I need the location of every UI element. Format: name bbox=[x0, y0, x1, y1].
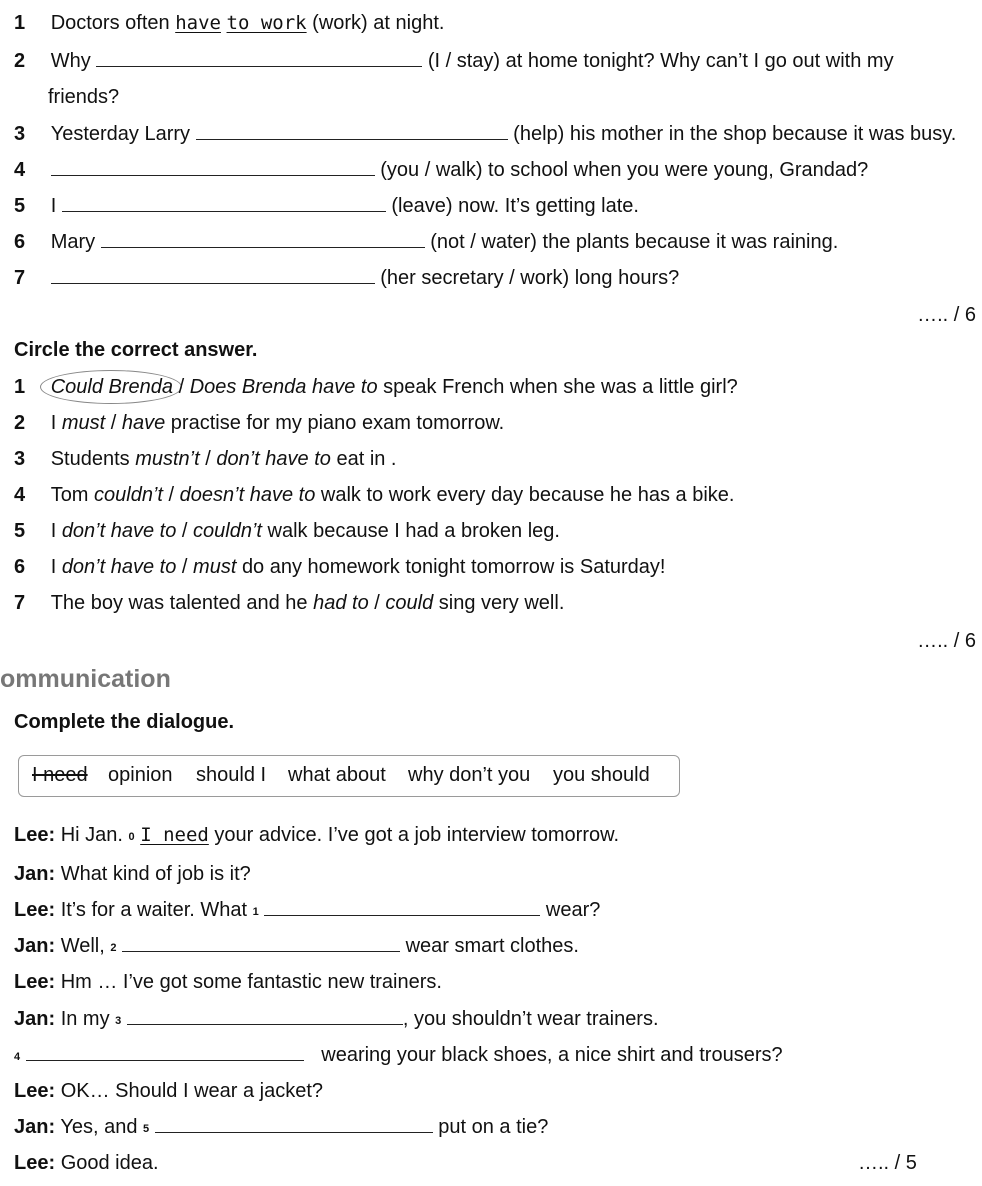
option-2[interactable]: could bbox=[385, 592, 434, 614]
speaker: Jan: bbox=[14, 935, 56, 957]
option-2[interactable]: doesn’t have to bbox=[179, 484, 316, 506]
exercise3-title: Complete the dialogue. bbox=[14, 711, 235, 733]
exercise1-item-2-continued: friends? bbox=[48, 86, 120, 108]
answer-blank[interactable] bbox=[101, 231, 425, 248]
option-2[interactable]: must bbox=[193, 556, 237, 578]
option-2[interactable]: have bbox=[121, 412, 166, 434]
exercise2-item-1: 1 Could Brenda / Does Brenda have to speak French when she was a little girl? bbox=[14, 376, 738, 398]
dialogue-line-0: Lee: Hi Jan. $^0$ I need your advice. I’ve got a job interview tomorrow. bbox=[14, 824, 620, 846]
exercise2-score: ….. / 6 bbox=[917, 630, 976, 652]
answer-blank[interactable] bbox=[122, 935, 400, 952]
exercise1-item-2: 2 Why (I / stay) at home tonight? Why can’t I go out with my bbox=[14, 50, 894, 72]
answer-blank[interactable] bbox=[196, 123, 508, 140]
exercise3-score: ….. / 5 bbox=[858, 1152, 917, 1174]
speaker: Jan: bbox=[14, 863, 56, 885]
exercise1-item-5: 5 I (leave) now. It’s getting late. bbox=[14, 195, 639, 217]
dialogue-line-9: Lee: Good idea. bbox=[14, 1152, 159, 1174]
speaker: Lee: bbox=[14, 899, 56, 921]
exercise2-item-2: 2 I must / have practise for my piano exam tomorrow. bbox=[14, 412, 505, 434]
answer-blank[interactable] bbox=[264, 899, 540, 916]
answer-blank[interactable] bbox=[26, 1044, 304, 1061]
option-1[interactable]: Could Brenda bbox=[50, 376, 173, 398]
answer-handwritten: to work bbox=[226, 12, 307, 34]
speaker: Lee: bbox=[14, 1080, 56, 1102]
exercise2-item-7: 7 The boy was talented and he had to / could sing very well. bbox=[14, 592, 565, 614]
option-1[interactable]: had to bbox=[313, 592, 369, 614]
option-1[interactable]: mustn’t bbox=[135, 448, 200, 470]
option-1[interactable]: couldn’t bbox=[94, 484, 163, 506]
exercise1-item-4: 4 (you / walk) to school when you were young, Grandad? bbox=[14, 159, 869, 181]
exercise2-item-4: 4 Tom couldn’t / doesn’t have to walk to work every day because he has a bike. bbox=[14, 484, 735, 506]
dialogue-line-8: Jan: Yes, and $^5$ put on a tie? bbox=[14, 1116, 549, 1138]
exercise1-item-7: 7 (her secretary / work) long hours? bbox=[14, 267, 680, 289]
word-box-item: should I bbox=[196, 764, 267, 786]
word-box-item: what about bbox=[288, 764, 386, 786]
dialogue-line-4: Lee: Hm … I’ve got some fantastic new trainers. bbox=[14, 971, 442, 993]
word-box-item: I need bbox=[32, 764, 88, 786]
option-1[interactable]: must bbox=[61, 412, 106, 434]
word-box-item: you should bbox=[553, 764, 650, 786]
exercise2-item-5: 5 I don’t have to / couldn’t walk because I had a broken leg. bbox=[14, 520, 560, 542]
option-2[interactable]: don’t have to bbox=[216, 448, 331, 470]
answer-blank[interactable] bbox=[62, 195, 386, 212]
dialogue-line-3: Jan: Well, $^2$ wear smart clothes. bbox=[14, 935, 579, 957]
answer-handwritten: I need bbox=[140, 824, 209, 846]
speaker: Lee: bbox=[14, 971, 56, 993]
word-box-item: why don’t you bbox=[408, 764, 531, 786]
answer-blank[interactable] bbox=[127, 1008, 403, 1025]
exercise1-item-6: 6 Mary (not / water) the plants because it was raining. bbox=[14, 231, 839, 253]
dialogue-line-5: Jan: In my $^3$ , you shouldn’t wear trainers. bbox=[14, 1008, 659, 1030]
speaker: Lee: bbox=[14, 824, 56, 846]
speaker: Jan: bbox=[14, 1116, 56, 1138]
speaker: Lee: bbox=[14, 1152, 56, 1174]
exercise1-item-3: 3 Yesterday Larry (help) his mother in the shop because it was busy. bbox=[14, 123, 957, 145]
option-2[interactable]: Does Brenda have to bbox=[189, 376, 378, 398]
answer-blank[interactable] bbox=[51, 267, 375, 284]
word-box-item: opinion bbox=[108, 764, 173, 786]
exercise2-title: Circle the correct answer. bbox=[14, 339, 258, 361]
exercise2-item-3: 3 Students mustn’t / don’t have to eat in . bbox=[14, 448, 397, 470]
exercise1-score: ….. / 6 bbox=[917, 304, 976, 326]
answer-blank[interactable] bbox=[51, 159, 375, 176]
dialogue-line-6: $^4$ wearing your black shoes, a nice shirt and trousers? bbox=[14, 1044, 783, 1066]
exercise1-item-1: 1 Doctors often have to work (work) at night. bbox=[14, 12, 445, 34]
answer-blank[interactable] bbox=[155, 1116, 433, 1133]
option-2[interactable]: couldn’t bbox=[193, 520, 262, 542]
dialogue-line-7: Lee: OK… Should I wear a jacket? bbox=[14, 1080, 324, 1102]
word-box bbox=[18, 755, 680, 797]
dialogue-line-2: Lee: It’s for a waiter. What $^1$ wear? bbox=[14, 899, 601, 921]
option-1[interactable]: don’t have to bbox=[61, 520, 177, 542]
exercise2-item-6: 6 I don’t have to / must do any homework tonight tomorrow is Saturday! bbox=[14, 556, 666, 578]
option-1[interactable]: don’t have to bbox=[61, 556, 177, 578]
answer-handwritten: have bbox=[175, 12, 221, 34]
dialogue-line-1: Jan: What kind of job is it? bbox=[14, 863, 251, 885]
answer-blank[interactable] bbox=[96, 50, 422, 67]
speaker: Jan: bbox=[14, 1008, 56, 1030]
section-heading: ommunication bbox=[0, 665, 171, 693]
